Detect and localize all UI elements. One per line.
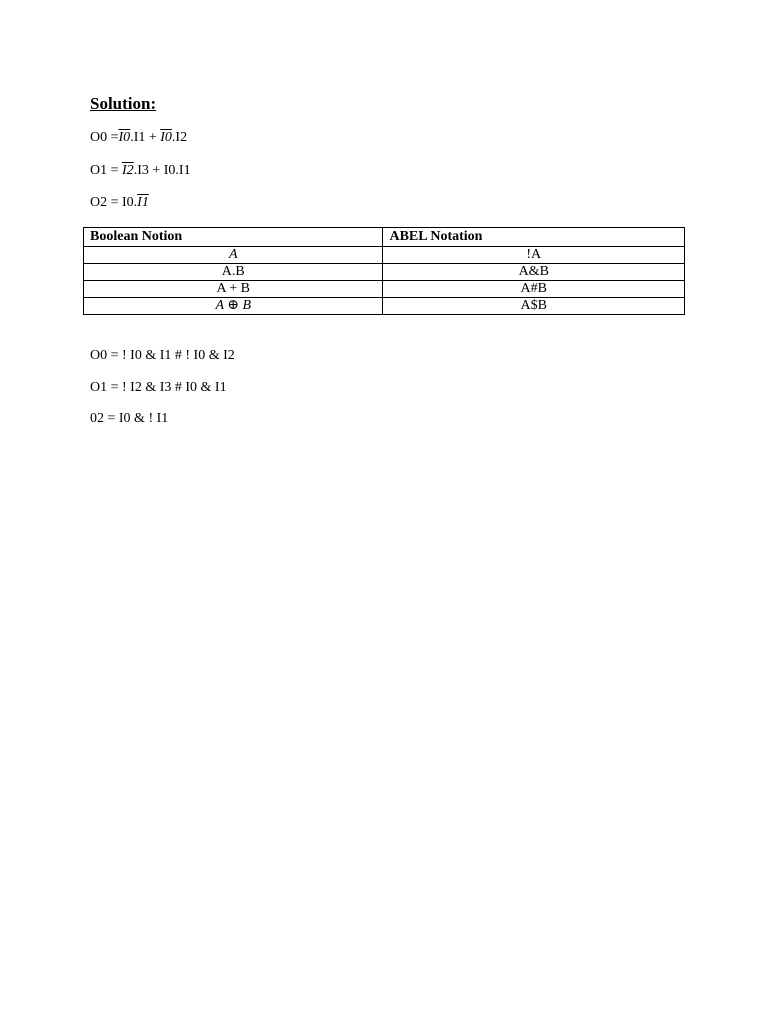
equation-o0-mid2: .I2 <box>171 130 188 145</box>
equation-o0-term2: I0 <box>160 130 172 145</box>
notation-table <box>83 227 685 315</box>
table-row <box>84 247 685 264</box>
table-row <box>84 281 685 298</box>
equation-o1-lhs: O1 = <box>90 163 123 178</box>
table-row <box>84 264 685 281</box>
equation-o1-mid1: .I3 + I0.I1 <box>133 163 191 178</box>
abel-cell: !A <box>383 247 685 264</box>
abel-equation-o0: O0 = ! I0 & I1 # ! I0 & I2 <box>90 348 235 363</box>
boolean-cell: A.B <box>84 264 383 281</box>
boolean-xor: A ⊕ B <box>215 298 252 313</box>
header-boolean-notion: Boolean Notion <box>84 228 383 247</box>
abel-equation-o2: 02 = I0 & ! I1 <box>90 411 169 426</box>
abel-cell: A#B <box>383 281 685 298</box>
equation-o1 <box>90 162 191 180</box>
equation-o0 <box>90 129 187 147</box>
abel-cell: A&B <box>383 264 685 281</box>
abel-cell: A$B <box>383 298 685 315</box>
table-row <box>84 298 685 315</box>
equation-o0-lhs: O0 = <box>90 130 119 145</box>
equation-o2-term1: I1 <box>137 195 149 210</box>
equation-o2 <box>90 194 149 212</box>
equation-o0-term1: I0 <box>118 130 131 145</box>
boolean-cell <box>84 247 383 264</box>
boolean-cell: A + B <box>84 281 383 298</box>
boolean-not-a: $\overline{A}$ <box>228 247 238 262</box>
equation-o1-term1: I2 <box>122 163 134 178</box>
equation-o2-lhs: O2 = I0. <box>90 195 138 210</box>
equation-o0-mid1: .I1 + <box>130 130 161 145</box>
header-abel-notation: ABEL Notation <box>383 228 685 247</box>
table-header-row <box>84 228 685 247</box>
abel-equation-o1: O1 = ! I2 & I3 # I0 & I1 <box>90 380 227 395</box>
solution-heading: Solution: <box>90 94 157 113</box>
boolean-cell <box>84 298 383 315</box>
